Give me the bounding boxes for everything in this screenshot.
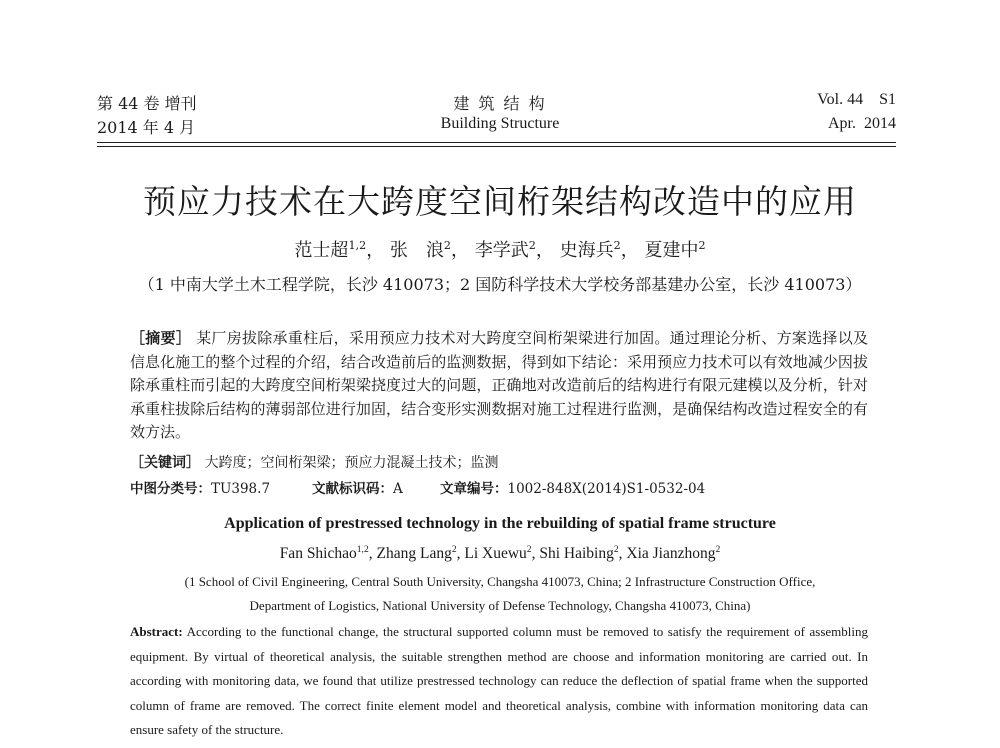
article-number: 文章编号：1002-848X(2014)S1-0532-04 bbox=[440, 481, 706, 497]
author-en: Fan Shichao$^{1,2}$ bbox=[279, 544, 369, 563]
affiliation-en-line: Department of Logistics, National University of Defense Technology, Changsha 410073, China) bbox=[249, 598, 751, 613]
author-cn: 李学武$^2$ bbox=[474, 239, 536, 261]
paper-title-cn: 预应力技术在大跨度空间桁架结构改造中的应用 bbox=[143, 182, 857, 221]
author-cn: 范士超$^{1,2}$ bbox=[294, 239, 367, 261]
keywords-cn bbox=[130, 452, 498, 472]
abstract-cn-text: 某厂房拔除承重柱后，采用预应力技术对大跨度空间桁架梁进行加固。通过理论分析、方案选择以及信息化施工的整个过程的介绍，结合改造前后的监测数据，得到如下结论：采用预应力技术可以有效地减少因拔除承重柱而引起的大跨度空间桁架梁挠度过大的问题，正确地对改造前后的结构进行有限元建模以及分析，针对承重柱拔除后结构的薄弱部位进行加固，结合变形实测数据对施工过程进行监测，是确保结构改造过程安全的有效方法。 bbox=[130, 329, 868, 441]
volume-issue: 第 44 卷 增刊 bbox=[97, 94, 197, 113]
abstract-en bbox=[130, 620, 868, 743]
volume-issue-en: Vol. 44 S1 bbox=[817, 91, 896, 108]
publication-date-en: Apr. 2014 bbox=[828, 115, 896, 132]
journal-name-cn: 建 筑 结 构 bbox=[453, 94, 547, 113]
abstract-cn-label: ［摘要］ bbox=[130, 329, 192, 347]
author-cn: 夏建中$^2$ bbox=[644, 239, 706, 261]
author-cn: 史海兵$^2$ bbox=[559, 239, 621, 261]
author-en: Shi Haibing$^2$ bbox=[539, 544, 619, 563]
abstract-cn bbox=[130, 327, 868, 445]
author-en: Li Xuewu$^2$ bbox=[464, 544, 532, 563]
header-rule-top bbox=[97, 142, 896, 143]
author-cn: 张 浪$^2$ bbox=[389, 239, 452, 261]
journal-name-en: Building Structure bbox=[440, 115, 560, 132]
keywords-cn-text: 大跨度；空间桁架梁；预应力混凝土技术；监测 bbox=[204, 455, 499, 471]
header-rule-bottom bbox=[97, 146, 896, 147]
paper-title-en: Application of prestressed technology in the rebuilding of spatial frame structure bbox=[224, 515, 776, 532]
affiliation-en bbox=[0, 570, 1000, 618]
publication-date: 2014 年 4 月 bbox=[97, 118, 196, 137]
author-en: Zhang Lang$^2$ bbox=[376, 544, 457, 563]
affiliation-cn: （1 中南大学土木工程学院，长沙 410073；2 国防科学技术大学校务部基建办公室，长沙 410073） bbox=[138, 275, 862, 294]
abstract-en-text: According to the functional change, the structural supported column must be removed to satisfy the requirement of assembling equipment. By virtual of theoretical analysis, the suitable strengthen method are choose and information monitoring are carried out. In according with monitoring data, we found that utilize prestressed technology can reduce the deflection of spatial frame when the supported column of frame are removed. The correct finite element model and theoretical analysis, combine with information monitoring data can ensure safety of the structure. bbox=[130, 624, 868, 737]
author-en: Xia Jianzhong$^2$ bbox=[626, 544, 721, 563]
keywords-cn-label: ［关键词］ bbox=[130, 455, 200, 471]
affiliation-en-line: (1 School of Civil Engineering, Central South University, Changsha 410073, China; 2 Infrastructure Construction Office, bbox=[184, 574, 816, 589]
clc-number: 中图分类号：TU398.7 bbox=[130, 481, 271, 497]
authors-en: Fan Shichao$^{1,2}$, Zhang Lang$^2$, Li Xuewu$^2$, Shi Haibing$^2$, Xia Jianzhong$^2$ bbox=[279, 544, 721, 563]
authors-cn: 范士超$^{1,2}$， 张 浪$^2$， 李学武$^2$， 史海兵$^2$， 夏建中$^2$ bbox=[294, 239, 706, 261]
document-code: 文献标识码：A bbox=[312, 481, 403, 497]
abstract-en-label: Abstract: bbox=[130, 624, 183, 639]
